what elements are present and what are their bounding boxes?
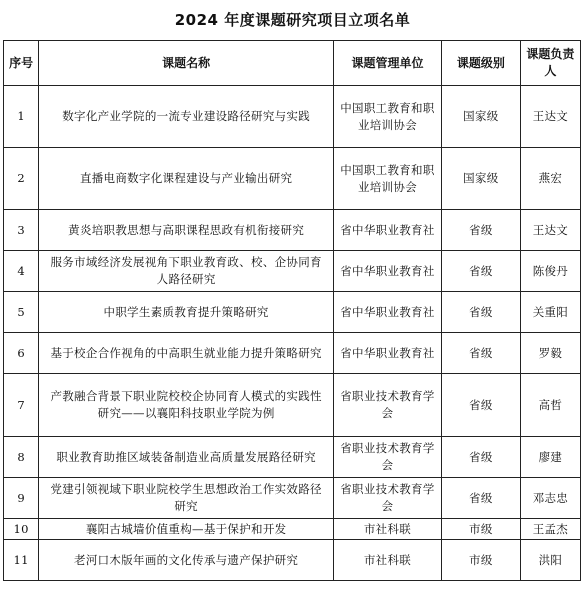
cell-name: 党建引领视域下职业院校学生思想政治工作实效路径研究 bbox=[39, 478, 334, 519]
table-row bbox=[4, 540, 581, 581]
project-table bbox=[3, 40, 581, 581]
table-row bbox=[4, 437, 581, 478]
cell-leader: 王达文 bbox=[520, 210, 580, 251]
table-row bbox=[4, 86, 581, 148]
table-row bbox=[4, 519, 581, 540]
cell-leader: 洪阳 bbox=[520, 540, 580, 581]
cell-name: 服务市域经济发展视角下职业教育政、校、企协同育人路径研究 bbox=[39, 251, 334, 292]
cell-leader: 关重阳 bbox=[520, 292, 580, 333]
cell-name: 中职学生素质教育提升策略研究 bbox=[39, 292, 334, 333]
cell-no: 5 bbox=[4, 292, 39, 333]
cell-level: 省级 bbox=[441, 374, 520, 437]
cell-no: 3 bbox=[4, 210, 39, 251]
cell-level: 市级 bbox=[441, 540, 520, 581]
cell-no: 6 bbox=[4, 333, 39, 374]
cell-name: 老河口木版年画的文化传承与遗产保护研究 bbox=[39, 540, 334, 581]
header-unit: 课题管理单位 bbox=[334, 41, 442, 86]
cell-leader: 罗毅 bbox=[520, 333, 580, 374]
cell-unit: 市社科联 bbox=[334, 540, 442, 581]
header-name: 课题名称 bbox=[39, 41, 334, 86]
cell-level: 国家级 bbox=[441, 86, 520, 148]
cell-no: 8 bbox=[4, 437, 39, 478]
cell-leader: 高哲 bbox=[520, 374, 580, 437]
cell-leader: 燕宏 bbox=[520, 148, 580, 210]
cell-unit: 中国职工教育和职业培训协会 bbox=[334, 86, 442, 148]
table-header-row bbox=[4, 41, 581, 86]
table-row bbox=[4, 478, 581, 519]
cell-level: 国家级 bbox=[441, 148, 520, 210]
cell-level: 省级 bbox=[441, 251, 520, 292]
cell-no: 4 bbox=[4, 251, 39, 292]
cell-level: 省级 bbox=[441, 333, 520, 374]
cell-leader: 王孟杰 bbox=[520, 519, 580, 540]
cell-no: 2 bbox=[4, 148, 39, 210]
cell-unit: 省中华职业教育社 bbox=[334, 251, 442, 292]
page-title: 2024 年度课题研究项目立项名单 bbox=[174, 10, 411, 29]
cell-unit: 省职业技术教育学会 bbox=[334, 478, 442, 519]
table-row bbox=[4, 148, 581, 210]
cell-name: 基于校企合作视角的中高职生就业能力提升策略研究 bbox=[39, 333, 334, 374]
table-row bbox=[4, 210, 581, 251]
cell-no: 1 bbox=[4, 86, 39, 148]
cell-no: 11 bbox=[4, 540, 39, 581]
cell-leader: 王达文 bbox=[520, 86, 580, 148]
cell-unit: 省中华职业教育社 bbox=[334, 292, 442, 333]
cell-leader: 廖建 bbox=[520, 437, 580, 478]
cell-no: 7 bbox=[4, 374, 39, 437]
table-row bbox=[4, 333, 581, 374]
cell-level: 市级 bbox=[441, 519, 520, 540]
header-leader: 课题负责人 bbox=[520, 41, 580, 86]
cell-name: 直播电商数字化课程建设与产业输出研究 bbox=[39, 148, 334, 210]
cell-no: 9 bbox=[4, 478, 39, 519]
header-no: 序号 bbox=[4, 41, 39, 86]
cell-unit: 市社科联 bbox=[334, 519, 442, 540]
cell-level: 省级 bbox=[441, 437, 520, 478]
cell-unit: 省中华职业教育社 bbox=[334, 210, 442, 251]
cell-unit: 省职业技术教育学会 bbox=[334, 374, 442, 437]
table-row bbox=[4, 251, 581, 292]
cell-no: 10 bbox=[4, 519, 39, 540]
cell-level: 省级 bbox=[441, 292, 520, 333]
cell-name: 产教融合背景下职业院校校企协同育人模式的实践性研究——以襄阳科技职业学院为例 bbox=[39, 374, 334, 437]
cell-name: 黄炎培职教思想与高职课程思政有机衔接研究 bbox=[39, 210, 334, 251]
cell-unit: 中国职工教育和职业培训协会 bbox=[334, 148, 442, 210]
header-level: 课题级别 bbox=[441, 41, 520, 86]
cell-leader: 陈俊丹 bbox=[520, 251, 580, 292]
cell-level: 省级 bbox=[441, 210, 520, 251]
cell-unit: 省职业技术教育学会 bbox=[334, 437, 442, 478]
cell-leader: 邓志忠 bbox=[520, 478, 580, 519]
cell-name: 襄阳古城墙价值重构—基于保护和开发 bbox=[39, 519, 334, 540]
cell-level: 省级 bbox=[441, 478, 520, 519]
cell-name: 数字化产业学院的一流专业建设路径研究与实践 bbox=[39, 86, 334, 148]
cell-unit: 省中华职业教育社 bbox=[334, 333, 442, 374]
cell-name: 职业教育助推区域装备制造业高质量发展路径研究 bbox=[39, 437, 334, 478]
table-row bbox=[4, 374, 581, 437]
table-row bbox=[4, 292, 581, 333]
